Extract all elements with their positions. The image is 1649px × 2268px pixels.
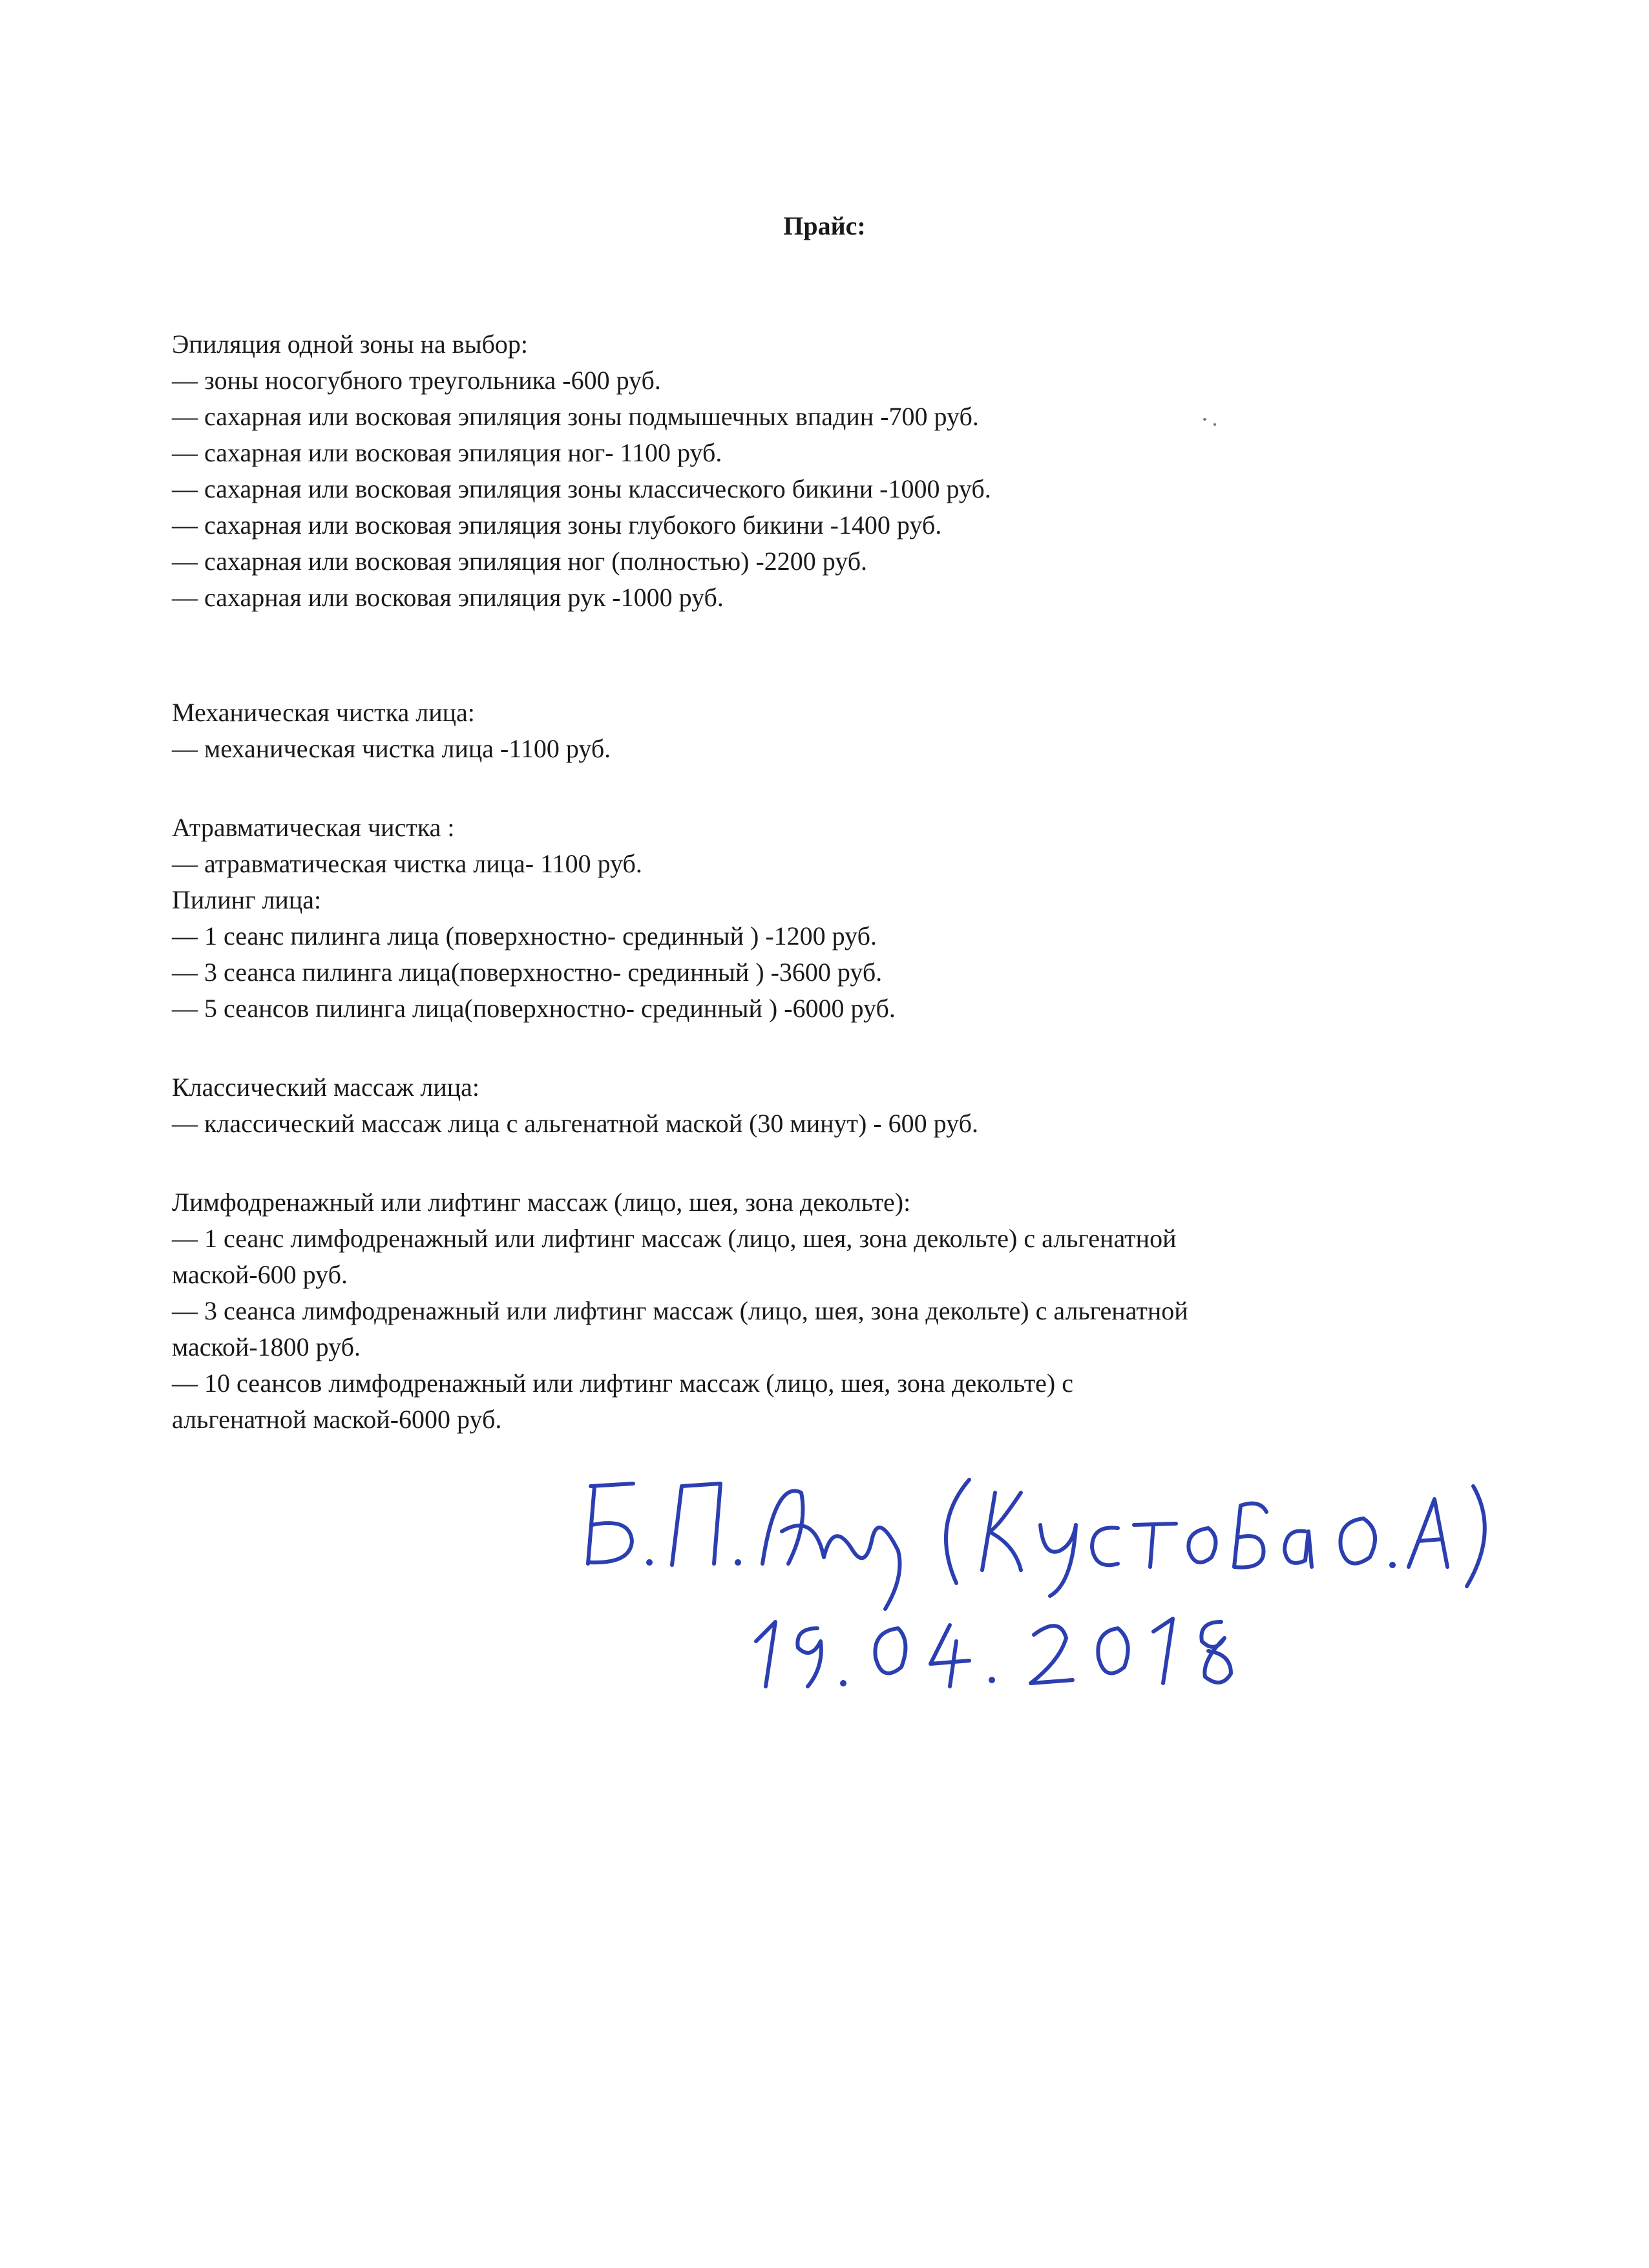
- price-item: — 3 сеанса лимфодренажный или лифтинг массаж (лицо, шея, зона декольте) с альгенатной: [172, 1296, 1188, 1325]
- section-heading-mechanical-cleaning: Механическая чистка лица:: [172, 698, 475, 727]
- price-item: — 3 сеанса пилинга лица(поверхностно- срединный ) -3600 руб.: [172, 958, 883, 987]
- page-title: Прайс:: [783, 211, 866, 240]
- price-item-continuation: маской-600 руб.: [172, 1260, 348, 1289]
- price-item: — сахарная или восковая эпиляция рук -1000 руб.: [172, 583, 724, 612]
- price-item: — 5 сеансов пилинга лица(поверхностно- срединный ) -6000 руб.: [172, 994, 896, 1023]
- price-item: — сахарная или восковая эпиляция зоны классического бикини -1000 руб.: [172, 474, 991, 503]
- price-item: — сахарная или восковая эпиляция ног- 1100 руб.: [172, 438, 722, 467]
- price-item: — механическая чистка лица -1100 руб.: [172, 734, 611, 763]
- price-item: — зоны носогубного треугольника -600 руб.: [172, 366, 661, 395]
- price-item-continuation: альгенатной маской-6000 руб.: [172, 1405, 502, 1434]
- price-item: — классический массаж лица с альгенатной маской (30 минут) - 600 руб.: [172, 1109, 978, 1138]
- section-heading-peeling: Пилинг лица:: [172, 885, 322, 914]
- price-item: — 1 сеанс пилинга лица (поверхностно- срединный ) -1200 руб.: [172, 921, 877, 950]
- price-item: — атравматическая чистка лица- 1100 руб.: [172, 849, 642, 878]
- price-item-continuation: маской-1800 руб.: [172, 1332, 361, 1361]
- scan-speck: [1213, 423, 1216, 426]
- section-heading-epilation: Эпиляция одной зоны на выбор:: [172, 330, 529, 359]
- section-heading-classic-massage: Классический массаж лица:: [172, 1073, 479, 1102]
- handwritten-signature: [569, 1467, 1577, 1699]
- price-item: — сахарная или восковая эпиляция зоны подмышечных впадин -700 руб.: [172, 402, 979, 431]
- price-item: — сахарная или восковая эпиляция зоны глубокого бикини -1400 руб.: [172, 510, 942, 540]
- price-item: — 1 сеанс лимфодренажный или лифтинг массаж (лицо, шея, зона декольте) с альгенатной: [172, 1224, 1177, 1253]
- price-item: — сахарная или восковая эпиляция ног (полностью) -2200 руб.: [172, 547, 868, 576]
- scan-speck: [1203, 418, 1206, 421]
- section-heading-lymph-massage: Лимфодренажный или лифтинг массаж (лицо, шея, зона декольте):: [172, 1188, 911, 1217]
- price-item: — 10 сеансов лимфодренажный или лифтинг массаж (лицо, шея, зона декольте) с: [172, 1369, 1073, 1398]
- section-heading-atraumatic-cleaning: Атравматическая чистка :: [172, 813, 455, 842]
